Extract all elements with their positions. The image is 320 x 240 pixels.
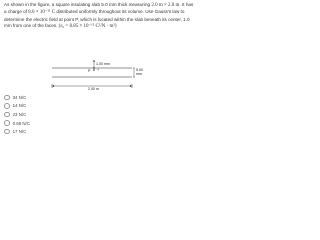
charge-value: 8.0 × 10⁻¹¹ C	[28, 10, 56, 16]
option-2[interactable]	[4, 102, 124, 111]
dimension-2m-arrow-right	[130, 85, 132, 87]
question-sentence-1: As shown in the figure, a square insulating slab 5.0 mm thick measuring	[4, 2, 151, 7]
question-sentence-4: mm from one of the faces.	[4, 23, 58, 29]
dimension-2m-arrow-left	[52, 85, 54, 87]
question-text	[4, 2, 196, 31]
option-1[interactable]	[4, 93, 124, 102]
dimension-1mm-arrow-top	[93, 60, 95, 62]
answer-options	[4, 93, 124, 136]
option-5[interactable]	[4, 127, 124, 136]
label-5mm-top: 5.00	[136, 68, 143, 72]
option-label: 0.68 N/C	[12, 120, 30, 126]
label-charge-plus: +	[97, 68, 100, 72]
label-5mm-bottom: mm	[136, 72, 142, 76]
option-4[interactable]	[4, 119, 124, 128]
label-1mm: 1.00 mm	[96, 62, 110, 66]
radio-button[interactable]	[4, 95, 10, 101]
option-label: 14 N/C	[12, 103, 27, 109]
option-label: 34 N/C	[12, 94, 27, 100]
slab-size: 2.0 m × 2.0 m	[151, 3, 180, 8]
epsilon-constant: (ε₀ = 8.85 × 10⁻¹² C²/N · m²)	[58, 24, 117, 30]
question-sentence-1-end: . It has a	[4, 2, 194, 15]
label-point-p: P	[88, 68, 91, 73]
question-sentence-2-end: distributed uniformly throughout its volume. Use Gauss's law to	[56, 9, 185, 15]
question-sentence-2-start: charge of	[7, 9, 27, 15]
label-2m: 2.00 m	[88, 87, 99, 91]
point-p-dot	[93, 69, 95, 71]
question-sentence-3: determine the electric field at point P, which is located within the slab beneath its center, 1.0	[4, 16, 190, 22]
option-label: 17 N/C	[12, 129, 27, 135]
option-label: 23 N/C	[12, 111, 27, 117]
radio-button[interactable]	[4, 112, 10, 118]
option-3[interactable]	[4, 110, 124, 119]
radio-button[interactable]	[4, 103, 10, 109]
radio-button[interactable]	[4, 129, 10, 135]
radio-button[interactable]	[4, 120, 10, 126]
